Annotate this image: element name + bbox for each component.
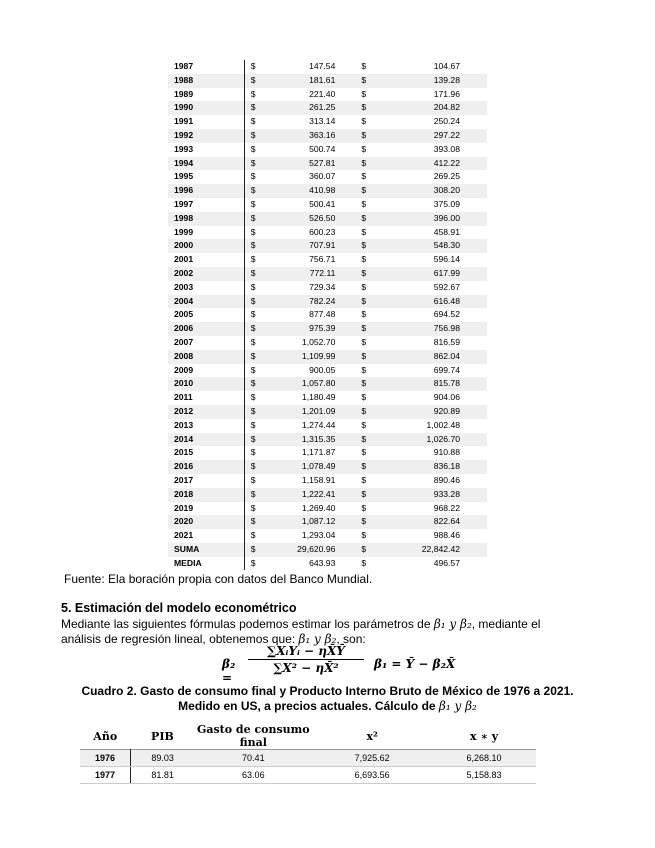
value-cell-pib: 1,171.87 [301, 447, 336, 458]
currency-symbol: $ [361, 336, 367, 347]
table-row [168, 405, 487, 419]
currency-symbol: $ [244, 115, 289, 129]
value-cell-gasto: 822.64 [400, 515, 487, 529]
currency-symbol: $ [361, 474, 367, 485]
value-cell-gasto: 458.91 [433, 226, 460, 237]
value-cell-gasto: 269.25 [433, 171, 460, 182]
value-cell-pib: 772.11 [289, 267, 361, 281]
pib-cell: 81.81 [130, 767, 194, 784]
value-cell-pib: 1,222.41 [289, 488, 361, 502]
currency-symbol: $ [361, 488, 400, 502]
caption-line-2 [30, 699, 625, 714]
value-cell-pib: 1,057.80 [289, 377, 361, 391]
col-header-pib: PIB [151, 729, 174, 743]
table-row [168, 295, 487, 309]
year-cell: 2008 [168, 350, 244, 364]
currency-symbol: $ [244, 460, 289, 474]
value-cell-pib: 181.61 [289, 74, 361, 88]
year-cell: 2006 [168, 322, 244, 336]
year-cell: MEDIA [174, 557, 202, 568]
currency-symbol: $ [244, 336, 289, 350]
currency-symbol: $ [361, 515, 400, 529]
value-cell-gasto: 617.99 [400, 267, 487, 281]
year-cell: 1977 [80, 767, 130, 784]
value-cell-gasto: 204.82 [400, 101, 487, 115]
source-note: Fuente: Ela boración propia con datos del Banco Mundial. [64, 572, 373, 586]
value-cell-gasto: 104.67 [433, 61, 460, 71]
value-cell-gasto: 496.57 [433, 557, 460, 568]
year-cell: 2003 [174, 281, 194, 292]
currency-symbol: $ [244, 364, 289, 378]
table-row [168, 60, 487, 74]
value-cell-pib: 221.40 [309, 88, 336, 99]
currency-symbol: $ [244, 419, 289, 433]
col-header-x2: x² [366, 729, 378, 743]
currency-symbol: $ [361, 212, 400, 226]
table-row [168, 267, 487, 281]
currency-symbol: $ [244, 101, 289, 115]
year-cell: 2012 [168, 405, 244, 419]
value-cell-pib: 410.98 [289, 184, 361, 198]
value-cell-gasto: 308.20 [400, 184, 487, 198]
table-row [168, 74, 487, 88]
value-cell-gasto: 904.06 [433, 392, 460, 403]
calculation-table [80, 723, 536, 784]
year-cell: 2011 [174, 392, 193, 403]
paragraph-text: , mediante el [471, 617, 541, 631]
currency-symbol: $ [244, 239, 289, 253]
value-cell-pib: 600.23 [309, 226, 336, 237]
currency-symbol: $ [244, 322, 289, 336]
currency-symbol: $ [244, 557, 289, 571]
value-cell-gasto: 988.46 [433, 530, 460, 541]
x2-cell: 7,925.62 [312, 750, 432, 767]
year-cell: 1994 [168, 157, 244, 171]
paragraph-text: análisis de regresión lineal, obtenemos que: [61, 632, 299, 646]
currency-symbol: $ [244, 488, 289, 502]
value-cell-pib: 500.41 [309, 198, 336, 209]
currency-symbol: $ [244, 170, 289, 184]
currency-symbol: $ [361, 502, 367, 513]
beta-pair-math: β₁ y β₂ [298, 632, 337, 646]
value-cell-gasto: 756.98 [400, 322, 487, 336]
beta-pair-math: β₁ y β₂ [433, 617, 472, 631]
currency-symbol: $ [244, 308, 289, 322]
currency-symbol: $ [244, 295, 289, 309]
year-cell: 2020 [168, 515, 244, 529]
currency-symbol: $ [244, 543, 289, 557]
value-cell-pib: 782.24 [289, 295, 361, 309]
gasto-cell: 63.06 [194, 767, 312, 784]
value-cell-pib: 1,315.35 [289, 433, 361, 447]
table-row [168, 322, 487, 336]
x2-cell: 6,693.56 [312, 767, 432, 784]
table-row [168, 212, 487, 226]
value-cell-pib: 313.14 [309, 116, 336, 127]
year-cell: 2010 [168, 377, 244, 391]
year-cell: 2013 [174, 419, 194, 430]
col-header-gasto: Gasto de consumo final [196, 723, 310, 749]
year-cell: 1997 [174, 198, 194, 209]
table-row [168, 253, 487, 267]
year-cell: 2009 [174, 364, 194, 375]
value-cell-gasto: 816.59 [433, 336, 460, 347]
table-row [168, 115, 487, 129]
value-cell-gasto: 862.04 [400, 350, 487, 364]
currency-symbol: $ [361, 433, 400, 447]
table-row [168, 446, 487, 460]
value-cell-pib: 261.25 [289, 101, 361, 115]
currency-symbol: $ [361, 377, 400, 391]
currency-symbol: $ [361, 392, 367, 403]
year-cell: 2019 [174, 502, 194, 513]
year-cell: 2021 [174, 530, 194, 541]
value-cell-pib: 1,293.04 [301, 530, 336, 541]
value-cell-gasto: 920.89 [400, 405, 487, 419]
value-cell-gasto: 171.96 [433, 88, 460, 99]
table-row [168, 474, 487, 488]
table-row [168, 101, 487, 115]
table-header-row [80, 723, 536, 750]
caption-beta-math: β₁ y β₂ [438, 699, 477, 713]
value-cell-pib: 1,087.12 [289, 515, 361, 529]
year-cell: 1991 [174, 116, 194, 127]
value-cell-gasto: 699.74 [433, 364, 460, 375]
value-cell-gasto: 836.18 [400, 460, 487, 474]
value-cell-pib: 29,620.96 [289, 543, 361, 557]
currency-symbol: $ [361, 184, 400, 198]
currency-symbol: $ [361, 254, 367, 265]
currency-symbol: $ [361, 157, 400, 171]
col-header-xy: x ∗ y [469, 729, 499, 743]
formula-beta2-lhs: β₂ = [222, 657, 236, 685]
currency-symbol: $ [244, 60, 289, 74]
year-cell: 1987 [174, 61, 194, 71]
currency-symbol: $ [244, 405, 289, 419]
currency-symbol: $ [361, 171, 367, 182]
value-cell-gasto: 297.22 [400, 129, 487, 143]
currency-symbol: $ [244, 184, 289, 198]
currency-symbol: $ [361, 129, 400, 143]
value-cell-pib: 756.71 [309, 254, 336, 265]
table-row [168, 543, 487, 557]
table-row [168, 433, 487, 447]
currency-symbol: $ [361, 322, 400, 336]
currency-symbol: $ [244, 143, 289, 157]
value-cell-gasto: 890.46 [433, 474, 460, 485]
year-cell: 1999 [174, 226, 194, 237]
table-row [168, 515, 487, 529]
value-cell-gasto: 616.48 [400, 295, 487, 309]
currency-symbol: $ [361, 309, 367, 320]
currency-symbol: $ [244, 529, 289, 543]
year-cell: 2016 [168, 460, 244, 474]
table-row [168, 308, 487, 322]
currency-symbol: $ [244, 377, 289, 391]
currency-symbol: $ [361, 350, 400, 364]
year-cell: SUMA [168, 543, 244, 557]
table-caption [30, 684, 625, 714]
paragraph-text: Mediante las siguientes fórmulas podemos estimar los parámetros de [61, 617, 434, 631]
value-cell-pib: 707.91 [289, 239, 361, 253]
year-cell: 2018 [168, 488, 244, 502]
currency-symbol: $ [361, 239, 400, 253]
currency-symbol: $ [361, 267, 400, 281]
value-cell-gasto: 250.24 [433, 116, 460, 127]
year-cell: 1995 [174, 171, 194, 182]
currency-symbol: $ [244, 433, 289, 447]
value-cell-pib: 360.07 [309, 171, 336, 182]
formula-beta2-fraction [248, 644, 364, 675]
value-cell-pib: 729.34 [309, 281, 336, 292]
table-row [168, 281, 487, 295]
value-cell-gasto: 375.09 [433, 198, 460, 209]
value-cell-gasto: 592.67 [433, 281, 460, 292]
table-row [168, 419, 487, 433]
value-cell-gasto: 1,002.48 [426, 419, 460, 430]
paragraph-text: , son: [336, 632, 366, 646]
currency-symbol: $ [244, 157, 289, 171]
currency-symbol: $ [244, 74, 289, 88]
year-cell: 2002 [168, 267, 244, 281]
table-row [168, 88, 487, 102]
value-cell-pib: 527.81 [289, 157, 361, 171]
gasto-cell: 70.41 [194, 750, 312, 767]
table-row [80, 750, 536, 767]
value-cell-gasto: 1,026.70 [400, 433, 487, 447]
year-cell: 2000 [168, 239, 244, 253]
currency-symbol: $ [244, 474, 289, 488]
value-cell-pib: 1,201.09 [289, 405, 361, 419]
currency-symbol: $ [361, 447, 367, 458]
table-row [168, 502, 487, 516]
year-cell: 2004 [168, 295, 244, 309]
currency-symbol: $ [361, 88, 367, 99]
value-cell-gasto: 910.88 [433, 447, 460, 458]
value-cell-gasto: 412.22 [400, 157, 487, 171]
value-cell-gasto: 694.52 [433, 309, 460, 320]
year-cell: 1992 [168, 129, 244, 143]
currency-symbol: $ [361, 557, 367, 568]
value-cell-gasto: 548.30 [400, 239, 487, 253]
year-cell: 2017 [174, 474, 194, 485]
caption-text: Medido en US, a precios actuales. Cálculo de [178, 699, 439, 713]
table-row [168, 391, 487, 405]
year-cell: 1988 [168, 74, 244, 88]
currency-symbol: $ [244, 391, 289, 405]
currency-symbol: $ [244, 253, 289, 267]
table-row [168, 129, 487, 143]
table-row [168, 557, 487, 571]
table-row [168, 529, 487, 543]
value-cell-gasto: 22,842.42 [400, 543, 487, 557]
table-row [168, 377, 487, 391]
value-cell-pib: 1,078.49 [289, 460, 361, 474]
year-cell: 1996 [168, 184, 244, 198]
currency-symbol: $ [361, 295, 400, 309]
year-cell: 2005 [174, 309, 194, 320]
currency-symbol: $ [361, 226, 367, 237]
section-heading: 5. Estimación del modelo econométrico [61, 601, 297, 615]
table-row [168, 488, 487, 502]
currency-symbol: $ [244, 226, 289, 240]
value-cell-pib: 1,180.49 [301, 392, 336, 403]
year-cell: 2014 [168, 433, 244, 447]
data-table-pib-gasto [168, 60, 487, 570]
table-row [168, 157, 487, 171]
currency-symbol: $ [361, 405, 400, 419]
currency-symbol: $ [244, 198, 289, 212]
value-cell-gasto: 933.28 [400, 488, 487, 502]
formula-beta2-numerator: ∑XᵢYᵢ − ηX̄Ȳ [248, 644, 364, 660]
year-cell: 1976 [80, 750, 130, 767]
currency-symbol: $ [361, 419, 367, 430]
xy-cell: 6,268.10 [432, 750, 536, 767]
currency-symbol: $ [244, 88, 289, 102]
currency-symbol: $ [244, 502, 289, 516]
formula-beta2-denominator: ∑X² − ηX̄² [273, 661, 339, 675]
value-cell-gasto: 139.28 [400, 74, 487, 88]
year-cell: 2015 [174, 447, 194, 458]
currency-symbol: $ [361, 281, 367, 292]
currency-symbol: $ [361, 198, 367, 209]
value-cell-gasto: 393.08 [433, 143, 460, 154]
year-cell: 1989 [174, 88, 194, 99]
value-cell-gasto: 596.14 [433, 254, 460, 265]
value-cell-pib: 500.74 [309, 143, 336, 154]
value-cell-pib: 147.54 [309, 61, 336, 71]
table-row [168, 226, 487, 240]
value-cell-pib: 1,109.99 [289, 350, 361, 364]
currency-symbol: $ [361, 74, 400, 88]
value-cell-gasto: 968.22 [433, 502, 460, 513]
year-cell: 1993 [174, 143, 194, 154]
table-row [168, 460, 487, 474]
value-cell-pib: 975.39 [289, 322, 361, 336]
value-cell-pib: 1,158.91 [301, 474, 336, 485]
table-row [168, 170, 487, 184]
currency-symbol: $ [244, 446, 289, 460]
currency-symbol: $ [244, 350, 289, 364]
formula-beta1: β₁ = Ȳ − β₂X̄ [374, 657, 456, 671]
table-row [168, 364, 487, 378]
currency-symbol: $ [361, 364, 367, 375]
table-row [168, 143, 487, 157]
year-cell: 1998 [168, 212, 244, 226]
year-cell: 1990 [168, 101, 244, 115]
value-cell-pib: 877.48 [309, 309, 336, 320]
table-row [168, 198, 487, 212]
currency-symbol: $ [361, 61, 367, 71]
year-cell: 2001 [174, 254, 194, 265]
value-cell-pib: 900.05 [309, 364, 336, 375]
caption-line-1: Cuadro 2. Gasto de consumo final y Producto Interno Bruto de México de 1976 a 2021. [81, 684, 574, 698]
currency-symbol: $ [361, 116, 367, 127]
xy-cell: 5,158.83 [432, 767, 536, 784]
currency-symbol: $ [361, 101, 400, 115]
col-header-year: Año [93, 729, 118, 743]
value-cell-pib: 643.93 [309, 557, 336, 568]
currency-symbol: $ [244, 515, 289, 529]
value-cell-gasto: 396.00 [400, 212, 487, 226]
paragraph-line-1 [61, 617, 540, 631]
currency-symbol: $ [244, 212, 289, 226]
value-cell-gasto: 815.78 [400, 377, 487, 391]
table-row [168, 184, 487, 198]
currency-symbol: $ [244, 281, 289, 295]
year-cell: 2007 [174, 336, 194, 347]
table-row [168, 336, 487, 350]
currency-symbol: $ [361, 543, 400, 557]
table-row [168, 350, 487, 364]
currency-symbol: $ [361, 530, 367, 541]
value-cell-pib: 1,269.40 [301, 502, 336, 513]
currency-symbol: $ [244, 267, 289, 281]
value-cell-pib: 1,274.44 [301, 419, 336, 430]
table-row [168, 239, 487, 253]
table-row [80, 767, 536, 784]
pib-cell: 89.03 [130, 750, 194, 767]
currency-symbol: $ [244, 129, 289, 143]
value-cell-pib: 1,052.70 [301, 336, 336, 347]
value-cell-pib: 526.50 [289, 212, 361, 226]
currency-symbol: $ [361, 143, 367, 154]
value-cell-pib: 363.16 [289, 129, 361, 143]
currency-symbol: $ [361, 460, 400, 474]
